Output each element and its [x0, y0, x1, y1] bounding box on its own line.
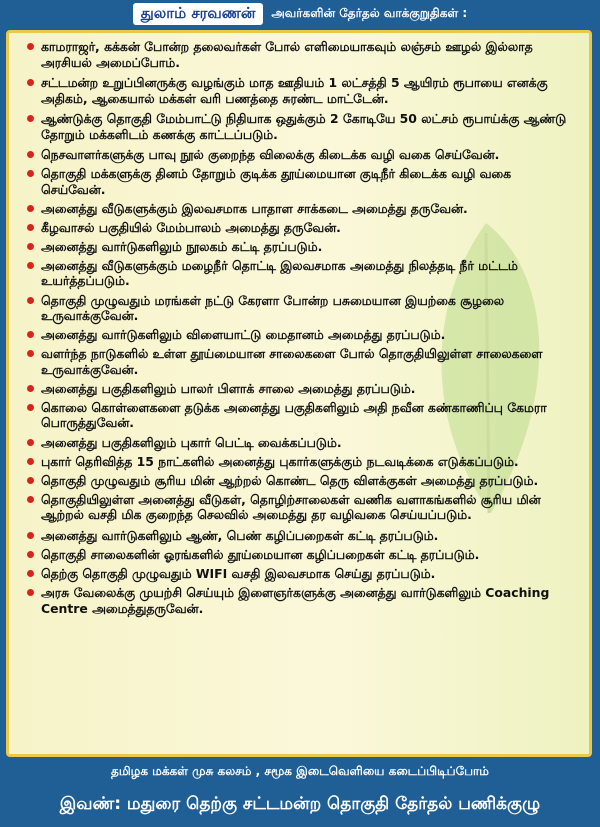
bullet-icon	[27, 224, 34, 231]
list-item	[27, 293, 575, 324]
promise-text: அரசு வேலைக்கு முயற்சி செய்யும் இளைஞர்களுக்கு அனைத்து வார்டுகளிலும் Coaching Centre அமைத்துதருவேன்.	[41, 585, 550, 616]
bullet-icon	[27, 243, 34, 250]
list-item	[27, 585, 575, 616]
bullet-icon	[27, 79, 34, 86]
bullet-icon	[27, 570, 34, 577]
list-item	[27, 454, 575, 470]
header-subtitle: அவர்களின் தேர்தல் வாக்குறுதிகள் :	[271, 6, 468, 20]
bullet-icon	[27, 458, 34, 465]
list-item	[27, 528, 575, 544]
list-item	[27, 220, 575, 236]
footer-slogan: தமிழக மக்கள் முசு கலசம் , சமூக இடைவெளியை கடைப்பிடிப்போம்	[111, 764, 489, 778]
list-item	[27, 201, 575, 217]
promise-text: தொகுதி மக்களுக்கு தினம் தோறும் குடிக்க தூய்மையான குடிநீர் கிடைக்க வழி வகை செய்வேன்.	[41, 166, 512, 197]
list-item	[27, 547, 575, 563]
list-item	[27, 75, 575, 106]
bullet-icon	[27, 205, 34, 212]
list-item	[27, 381, 575, 397]
bullet-icon	[27, 170, 34, 177]
promise-text: அனைத்து வார்டுகளிலும் விளையாட்டு மைதானம் அமைத்து தரப்படும்.	[41, 327, 446, 343]
bullet-icon	[27, 385, 34, 392]
promise-text: அனைத்து வார்டுகளிலும் நூலகம் கட்டி தரப்படும்.	[41, 238, 323, 254]
bullet-icon	[27, 439, 34, 446]
bullet-icon	[27, 43, 34, 50]
list-item	[27, 492, 575, 523]
bullet-icon	[27, 477, 34, 484]
promise-text: தெற்கு தொகுதி முழுவதும் WIFI வசதி இலவசமாக செய்து தரப்படும்.	[41, 566, 436, 581]
list-item	[27, 258, 575, 289]
promise-text: ஆண்டுக்கு தொகுதி மேம்பாட்டு நிதியாக ஒதுக்கும் 2 கோடியே 50 லட்சம் ரூபாய்க்கு ஆண்டு தோறும் மக்களிடம் கணக்கு காட்டப்படும்.	[41, 111, 567, 142]
bullet-icon	[27, 532, 34, 539]
promise-text: வளர்ந்த நாடுகளில் உள்ள தூய்மையான சாலைகளை போல் தொகுதியிலுள்ள சாலைகளை உருவாக்குவேன்.	[41, 346, 543, 377]
list-item	[27, 147, 575, 163]
bullet-icon	[27, 350, 34, 357]
promise-text: அனைத்து வார்டுகளிலும் ஆண், பெண் கழிப்பறைகள் கட்டி தரப்படும்.	[41, 527, 439, 543]
bullet-icon	[27, 115, 34, 122]
bullet-icon	[27, 262, 34, 269]
promise-text: தொகுதி சாலைகளின் ஓரங்களில் தூய்மையான கழிப்பறைகள் கட்டி தரப்படும்.	[41, 546, 480, 562]
bullet-icon	[27, 331, 34, 338]
list-item	[27, 239, 575, 255]
list-item	[27, 435, 575, 451]
promise-text: காமராஜர், கக்கன் போன்ற தலைவர்கள் போல் எளிமையாகவும் லஞ்சம் ஊழல் இல்லாத அரசியல் அமைப்போம்.	[41, 39, 533, 70]
promise-text: தொகுதி முழுவதும் சூரிய மின் ஆற்றல் கொண்ட தெரு விளக்குகள் அமைத்து தரப்படும்.	[41, 472, 539, 488]
bullet-icon	[27, 297, 34, 304]
list-item	[27, 327, 575, 343]
promise-text: கீழவாசல் பகுதியில் மேம்பாலம் அமைத்து தருவேன்.	[41, 219, 341, 235]
list-item	[27, 473, 575, 489]
list-item	[27, 39, 575, 70]
promise-text: அனைத்து வீடுகளுக்கும் மழைநீர் தொட்டி இலவசமாக அமைத்து நிலத்தடி நீர் மட்டம் உயர்த்தப்படும்.	[41, 257, 518, 289]
candidate-name: துலாம் சரவணன்	[133, 3, 264, 25]
bullet-icon	[27, 551, 34, 558]
list-item	[27, 166, 575, 197]
list-item	[27, 111, 575, 142]
bullet-icon	[27, 589, 34, 596]
list-item	[27, 566, 575, 582]
promise-text: அனைத்து பகுதிகளிலும் புகார் பெட்டி வைக்கப்படும்.	[41, 434, 342, 450]
header	[0, 0, 600, 28]
promise-text: தொகுதி முழுவதும் மரங்கள் நட்டு கேரளா போன்ற பசுமையான இயற்கை சூழலை உருவாக்குவேன்.	[41, 292, 504, 324]
promises-list	[9, 33, 589, 616]
bullet-icon	[27, 404, 34, 411]
promise-text: நெசவாளர்களுக்கு பாவு நூல் குறைந்த விலைக்கு கிடைக்க வழி வகை செய்வேன்.	[41, 147, 500, 162]
bullet-icon	[27, 151, 34, 158]
promise-text: கொலை கொள்ளைகளை தடுக்க அனைத்து பகுதிகளிலும் அதி நவீன கண்காணிப்பு கேமரா பொருத்துவேன்.	[41, 399, 547, 431]
promise-text: சட்டமன்ற உறுப்பினருக்கு வழங்கும் மாத ஊதியம் 1 லட்சத்தி 5 ஆயிரம் ரூபாயை எனக்கு அதிகம், ஆகையால் மக்கள் வரி பணத்தை சுரண்ட மாட்டேன்.	[41, 75, 548, 106]
list-item	[27, 400, 575, 431]
promise-text: அனைத்து வீடுகளுக்கும் இலவசமாக பாதாள சாக்கடை அமைத்து தருவேன்.	[41, 200, 468, 216]
promise-text: புகார் தெரிவித்த 15 நாட்களில் அனைத்து புகார்களுக்கும் நடவடிக்கை எடுக்கப்படும்.	[41, 453, 519, 469]
bullet-icon	[27, 496, 34, 503]
list-item	[27, 346, 575, 377]
promise-text: அனைத்து பகுதிகளிலும் பாலர் பிளாக் சாலை அமைத்து தரப்படும்.	[41, 380, 416, 396]
promise-text: தொகுதியிலுள்ள அனைத்து வீடுகள், தொழிற்சாலைகள் வணிக வளாகங்களில் சூரிய மின் ஆற்றல் வசதி மிக குறைந்த செலவில் அமைத்து தர வழிவகை செய்யப்படும்.	[41, 491, 541, 523]
footer-signature: இவண்: மதுரை தெற்கு சட்டமன்ற தொகுதி தேர்தல் பணிக்குழு	[59, 794, 541, 814]
promises-panel	[6, 30, 592, 757]
